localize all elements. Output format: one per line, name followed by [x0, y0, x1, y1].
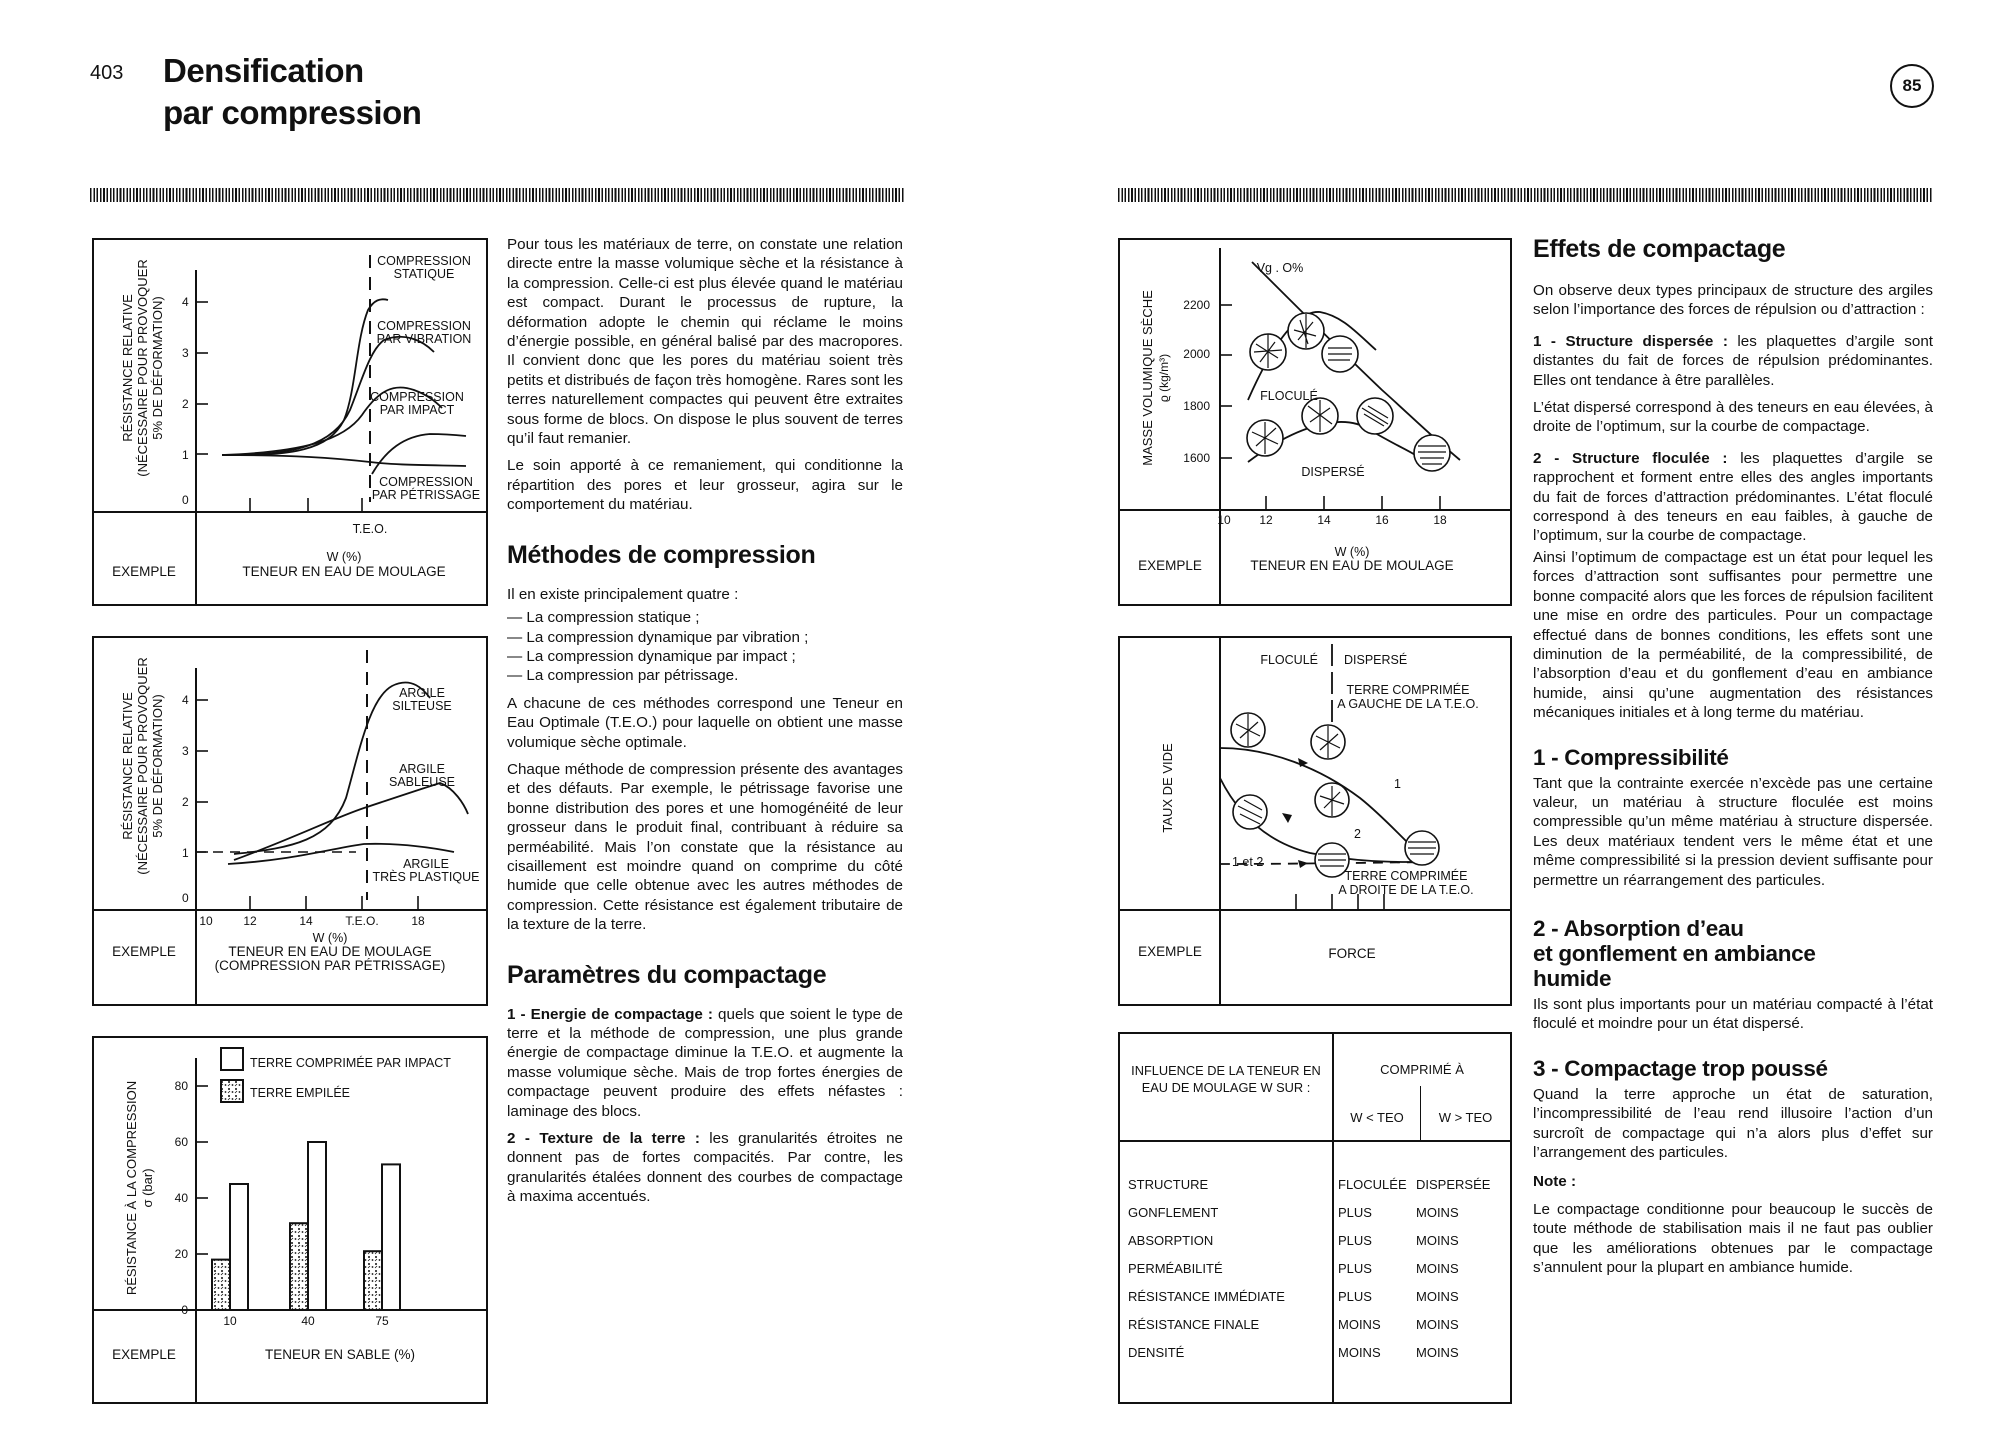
fig5-label-1: 1 [1394, 777, 1401, 791]
fig5-gauche-1: TERRE COMPRIMÉE [1346, 683, 1470, 697]
bar-terre-empilee [290, 1223, 308, 1310]
page-title [163, 50, 421, 134]
heading-absorption-line-1: 2 - Absorption d’eau [1533, 915, 1744, 941]
table-cell-lt: FLOCULÉE [1338, 1176, 1407, 1192]
params-paragraph-1 [507, 1005, 903, 1121]
decorative-bar-left [90, 188, 905, 202]
title-line-2: par compression [163, 94, 422, 131]
heading-methodes: Méthodes de compression [507, 540, 816, 569]
fig3-xlabel: TENEUR EN SABLE (%) [264, 1347, 416, 1362]
fig4-ylabel-1: MASSE VOLUMIQUE SÈCHE [1140, 290, 1155, 466]
fig3-exemple: EXEMPLE [112, 1347, 176, 1362]
methods-list [507, 608, 903, 686]
list-item: — La compression par pétrissage. [507, 666, 903, 685]
fig1-ytick: 1 [182, 448, 189, 462]
legend-label-empilee: TERRE EMPILÉE [250, 1086, 351, 1100]
fig3-ylabel-2: σ (bar) [140, 1168, 155, 1208]
fig1-ytick: 0 [182, 493, 189, 507]
table-cell-label: PERMÉABILITÉ [1128, 1260, 1223, 1276]
label-petrissage-2: PAR PÉTRISSAGE [371, 488, 481, 502]
structure-floculee-paragraph [1533, 449, 1933, 546]
fig2-ytick: 2 [182, 795, 189, 809]
fig2-xlabel-3: (COMPRESSION PAR PÉTRISSAGE) [214, 958, 446, 973]
fig4-xtick: 12 [1259, 513, 1273, 527]
methods-paragraph-1: A chacune de ces méthodes correspond une Teneur en Eau Optimale (T.E.O.) pour laquelle on obtient une masse volumique sèche optimale. [507, 694, 903, 751]
table-cell-label: RÉSISTANCE IMMÉDIATE [1128, 1288, 1285, 1304]
page-number-right: 85 [1890, 64, 1934, 108]
fig4-ytick: 1600 [1183, 451, 1210, 465]
table-cell-lt: MOINS [1338, 1316, 1381, 1332]
fig2-xtick: 12 [243, 914, 257, 928]
fig5-disperse-label: DISPERSÉ [1344, 653, 1408, 667]
fig1-ytick: 3 [182, 346, 189, 360]
figure-clay-types [92, 636, 488, 1006]
table-cell-lt: PLUS [1338, 1232, 1372, 1248]
label-silteuse-1: ARGILE [399, 686, 445, 700]
fig3-ytick: 40 [174, 1191, 188, 1205]
fig1-ylabel-1: RÉSISTANCE RELATIVE [120, 294, 135, 442]
bar-terre-empilee [212, 1260, 230, 1310]
structure-dispersee-paragraph-2: L’état dispersé correspond à des teneurs en eau élevées, à droite de l’optimum, sur la courbe de compactage. [1533, 399, 1933, 436]
fig4-exemple: EXEMPLE [1138, 558, 1202, 573]
fig2-ytick: 0 [182, 891, 189, 905]
structure-dispersee-label: 1 - Structure dispersée : [1533, 332, 1728, 350]
heading-compressibilite: 1 - Compressibilité [1533, 744, 1729, 770]
label-silteuse-2: SILTEUSE [392, 699, 452, 713]
methods-paragraph-2: Chaque méthode de compression présente des avantages et des défauts. Par exemple, le pétrissage favorise une bonne distribution des pores et une homogénéité de leur grosseur dans le produit final, contribuant à réduire sa perméabilité. Mais l’on constate que la résistance au cisaillement est moindre quand on comprime du côté humide que celle obtenue avec les autres méthodes de compression. Cette résistance est également tributaire de la texture de la terre. [507, 760, 903, 934]
fig5-label-1-et-2: 1 et 2 [1232, 855, 1264, 869]
table-cell-gt: MOINS [1416, 1316, 1459, 1332]
fig2-xtick: 18 [411, 914, 425, 928]
table-row [1128, 1226, 1506, 1254]
label-vibration-1: COMPRESSION [377, 319, 471, 333]
params-label-2: 2 - Texture de la terre : [507, 1130, 700, 1148]
table-row [1128, 1198, 1506, 1226]
table-head-gt: W > TEO [1438, 1110, 1493, 1125]
fig5-exemple: EXEMPLE [1138, 944, 1202, 959]
fig2-xtick: T.E.O. [345, 914, 379, 928]
table-cell-gt: MOINS [1416, 1344, 1459, 1360]
list-item: — La compression dynamique par impact ; [507, 647, 903, 666]
fig4-disperse-label: DISPERSÉ [1301, 465, 1365, 479]
legend-label-impact: TERRE COMPRIMÉE PAR IMPACT [250, 1056, 451, 1070]
label-impact-1: COMPRESSION [370, 390, 464, 404]
fig4-xtick: 14 [1317, 513, 1331, 527]
page-number-left: 403 [90, 62, 124, 84]
absorption-text: Ils sont plus importants pour un matériau compacté à l’état floculé et moindre pour un état dispersé. [1533, 995, 1933, 1033]
fig3-category-label: 40 [301, 1314, 315, 1328]
table-cell-lt: PLUS [1338, 1288, 1372, 1304]
fig1-exemple: EXEMPLE [112, 564, 176, 579]
fig5-label-2: 2 [1354, 827, 1361, 841]
table-cell-gt: MOINS [1416, 1260, 1459, 1276]
table-head-lt: W < TEO [1350, 1110, 1404, 1125]
fig2-xlabel-2: TENEUR EN EAU DE MOULAGE [228, 944, 432, 959]
table-cell-lt: PLUS [1338, 1260, 1372, 1276]
optimum-paragraph: Ainsi l’optimum de compactage est un état pour lequel les forces d’attraction sont suffisantes pour permettre une bonne compacité alors que les forces de répulsion facilitent une mise en ordre des particules. Pour un compactage effectué dans de bonnes conditions, les effets sont une diminution de la perméabilité, de la compressibilité, de l’absorption d’eau et du gonflement d’eau en ambiance humide, ainsi qu’une augmentation des résistances mécaniques initiales et à long terme du matériau. [1533, 548, 1933, 722]
fig3-ytick: 0 [181, 1303, 188, 1317]
label-plastique-2: TRÈS PLASTIQUE [372, 870, 480, 884]
fig4-xlabel-2: TENEUR EN EAU DE MOULAGE [1250, 558, 1454, 573]
note-label: Note : [1533, 1173, 1577, 1191]
fig4-ytick: 2200 [1183, 298, 1210, 312]
fig1-ylabel-2: (NÉCESSAIRE POUR PROVOQUER [135, 259, 150, 477]
fig1-ytick: 4 [182, 295, 189, 309]
bar-terre-comprimee [230, 1184, 248, 1310]
fig4-vg-label: Vg . O% [1256, 261, 1304, 275]
fig4-xtick: 16 [1375, 513, 1389, 527]
params-paragraph-2 [507, 1129, 903, 1207]
legend-swatch-impact [221, 1048, 243, 1070]
fig3-ytick: 80 [174, 1079, 188, 1093]
heading-compactage-trop: 3 - Compactage trop poussé [1533, 1055, 1828, 1081]
table-head-group: COMPRIMÉ À [1380, 1062, 1464, 1077]
table-body [1128, 1170, 1506, 1366]
fig5-ylabel: TAUX DE VIDE [1160, 743, 1175, 833]
table-cell-label: ABSORPTION [1128, 1232, 1214, 1248]
fig3-ytick: 20 [174, 1247, 188, 1261]
methods-lead: Il en existe principalement quatre : [507, 585, 739, 603]
table-cell-lt: MOINS [1338, 1344, 1381, 1360]
structure-floculee-label: 2 - Structure floculée : [1533, 449, 1728, 467]
fig1-xlabel-1: W (%) [326, 550, 362, 564]
fig4-xtick: 10 [1217, 513, 1231, 527]
params-text-1: quels que soient le type de terre et la méthode de compression, une plus grande énergie de compactage diminue la T.E.O. et augmente la masse volumique sèche. Mais de trop fortes énergies de compactage peuvent produire des effets néfastes : laminage des blocs. [507, 1005, 904, 1120]
fig4-ytick: 2000 [1183, 347, 1210, 361]
label-static-2: STATIQUE [393, 267, 455, 281]
label-sableuse-1: ARGILE [399, 762, 445, 776]
bar-terre-comprimee [382, 1164, 400, 1310]
table-head-influence: INFLUENCE DE LA TENEUR EN EAU DE MOULAGE W SUR : [1131, 1063, 1321, 1095]
table-row [1128, 1282, 1506, 1310]
compressibilite-text: Tant que la contrainte exercée n’excède pas une certaine valeur, un matériau à structure floculée est moins compressible qu’un même matériau à structure dispersée. Les deux matériaux tendent vers le même état et une même compressibilité si la pression devient suffisante pour permettre un réarrangement des particules. [1533, 774, 1933, 889]
heading-absorption [1533, 916, 1933, 991]
fig4-xlabel-1: W (%) [1334, 545, 1370, 559]
table-row [1128, 1338, 1506, 1366]
fig3-category-label: 10 [223, 1314, 237, 1328]
label-plastique-1: ARGILE [403, 857, 449, 871]
list-item: — La compression statique ; [507, 608, 903, 627]
fig5-flocule-label: FLOCULÉ [1260, 653, 1318, 667]
structure-floculee-text: les plaquettes d’argile se rapprochent et forment entre elles des angles importants du fait de forces d’attraction prédominantes. L’état floculé correspond à des teneurs en eau faibles, à gauche de l’optimum, sur la courbe de compactage. [1533, 449, 1933, 545]
right-text-column [1533, 232, 1933, 1285]
fig4-flocule-label: FLOCULÉ [1260, 389, 1318, 403]
fig5-xlabel: FORCE [1328, 946, 1376, 961]
fig2-xtick: 14 [299, 914, 313, 928]
table-row [1128, 1170, 1506, 1198]
fig3-ylabel-1: RÉSISTANCE À LA COMPRESSION [124, 1080, 139, 1296]
left-text-column [507, 235, 903, 1215]
label-vibration-2: PAR VIBRATION [376, 332, 472, 346]
label-impact-2: PAR IMPACT [379, 403, 455, 417]
structure-dispersee-paragraph [1533, 332, 1933, 390]
fig4-ytick: 1800 [1183, 399, 1210, 413]
fig2-exemple: EXEMPLE [112, 944, 176, 959]
fig2-xtick: 10 [199, 914, 213, 928]
fig3-category-label: 75 [375, 1314, 389, 1328]
figure-density-structure [1118, 238, 1512, 606]
fig2-ylabel-3: 5% DE DÉFORMATION) [150, 694, 165, 838]
fig2-ylabel-1: RÉSISTANCE RELATIVE [120, 692, 135, 840]
heading-parametres: Paramètres du compactage [507, 960, 827, 989]
bar-terre-empilee [364, 1251, 382, 1310]
fig2-ylabel-2: (NÉCESSAIRE POUR PROVOQUER [135, 657, 150, 875]
list-item: — La compression dynamique par vibration ; [507, 628, 903, 647]
legend-swatch-empilee [221, 1080, 243, 1102]
label-petrissage-1: COMPRESSION [379, 475, 473, 489]
fig1-xlabel-2: TENEUR EN EAU DE MOULAGE [242, 564, 446, 579]
table-row [1128, 1310, 1506, 1338]
fig5-droite-1: TERRE COMPRIMÉE [1344, 869, 1468, 883]
effets-intro: On observe deux types principaux de structure des argiles selon l’importance des forces de répulsion ou d’attraction : [1533, 282, 1933, 319]
fig4-ylabel-2: ϱ (kg/m³) [1157, 353, 1171, 403]
label-static-1: COMPRESSION [377, 254, 471, 268]
figure-void-ratio-force [1118, 636, 1512, 1006]
fig5-droite-2: A DROITE DE LA T.E.O. [1338, 883, 1474, 897]
params-text-2: les granularités étroites ne donnent pas de fortes compacités. Par contre, les granularités étalées donnent des courbes de compactage à maxima accentués. [507, 1130, 903, 1206]
fig2-ytick: 3 [182, 744, 189, 758]
table-cell-gt: DISPERSÉE [1416, 1176, 1491, 1192]
figure-compression-methods [92, 238, 488, 606]
fig1-teo-label: T.E.O. [352, 522, 388, 536]
table-cell-label: RÉSISTANCE FINALE [1128, 1316, 1260, 1332]
curve-petrissage [222, 455, 466, 466]
table-cell-gt: MOINS [1416, 1288, 1459, 1304]
table-cell-label: GONFLEMENT [1128, 1204, 1219, 1220]
label-sableuse-2: SABLEUSE [388, 775, 456, 789]
influence-table [1118, 1032, 1512, 1404]
decorative-bar-right [1118, 188, 1933, 202]
fig1-ytick: 2 [182, 397, 189, 411]
curve-petrissage-2 [372, 434, 466, 474]
intro-paragraph-2: Le soin apporté à ce remaniement, qui conditionne la répartition des pores et leur grosseur, agira sur le comportement du matériau. [507, 457, 903, 514]
heading-absorption-line-3: humide [1533, 965, 1612, 991]
fig3-ytick: 60 [174, 1135, 188, 1149]
fig4-xtick: 18 [1433, 513, 1447, 527]
title-line-1: Densification [163, 52, 364, 89]
fig5-gauche-2: A GAUCHE DE LA T.E.O. [1337, 697, 1479, 711]
intro-paragraph: Pour tous les matériaux de terre, on constate une relation directe entre la masse volumique sèche et la résistance à la compression. Celle-ci est plus élevée quand le matériau est compact. Durant le processus de rupture, la déformation adopte le chemin qui réclame le moins d’énergie possible, en général balisé par des macropores. Il convient donc que les pores du matériau soient très petits et distribués de façon très homogène. Rares sont les terres naturellement compactes qui peuvent être extraites sous forme de blocs. On dispose le plus souvent de terres qu’il faut remanier. [507, 236, 903, 448]
compactage-trop-text: Quand la terre approche un état de saturation, l’incompressibilité de l’eau rend illusoire l’action d’un surcroît de compactage qui n’a alors plus d’effet sur l’arrangement des particules. [1533, 1085, 1933, 1161]
table-cell-label: STRUCTURE [1128, 1176, 1209, 1192]
table-cell-gt: MOINS [1416, 1204, 1459, 1220]
structure-dispersee-text: les plaquettes d’argile sont distantes du fait de forces de répulsion prédominantes. Elles ont tendance à être parallèles. [1533, 332, 1933, 389]
fig1-ylabel-3: 5% DE DÉFORMATION) [150, 296, 165, 440]
table-cell-label: DENSITÉ [1128, 1344, 1185, 1360]
table-row [1128, 1254, 1506, 1282]
heading-absorption-line-2: et gonflement en ambiance [1533, 940, 1816, 966]
fig2-ytick: 1 [182, 846, 189, 860]
params-label-1: 1 - Energie de compactage : [507, 1005, 713, 1023]
table-cell-gt: MOINS [1416, 1232, 1459, 1248]
fig2-xlabel-1: W (%) [312, 931, 348, 945]
figure-sand-content-chart [92, 1036, 488, 1404]
note-text: Le compactage conditionne pour beaucoup le succès de toute méthode de stabilisation mais il ne faut pas oublier que les améliorations obtenues par le compactage s’annulent pour la plupart en ambiance humide. [1533, 1200, 1933, 1277]
fig2-ytick: 4 [182, 693, 189, 707]
heading-effets: Effets de compactage [1533, 235, 1786, 263]
bar-terre-comprimee [308, 1142, 326, 1310]
table-cell-lt: PLUS [1338, 1204, 1372, 1220]
